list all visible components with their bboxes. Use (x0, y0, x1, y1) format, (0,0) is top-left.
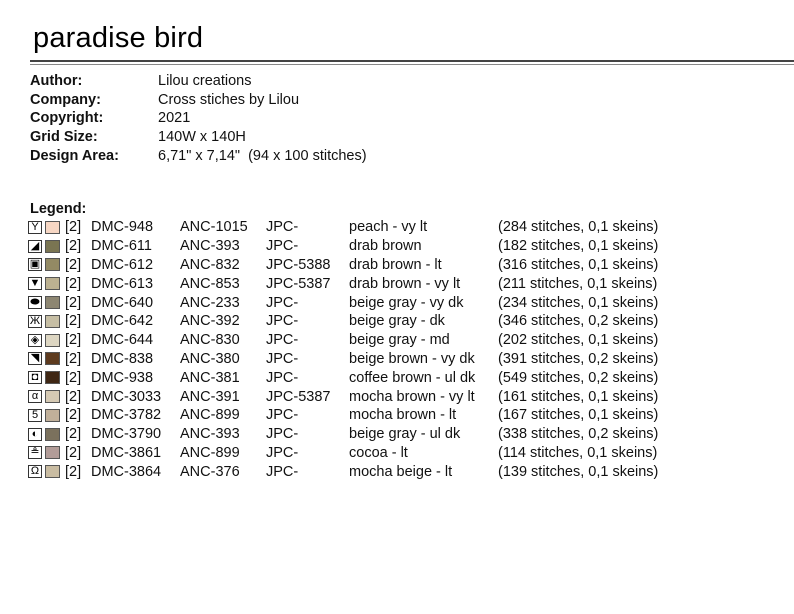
strand-count: [2] (65, 463, 82, 480)
stitch-symbol-icon: ▣ (29, 258, 41, 271)
dmc-code: DMC-3864 (91, 463, 162, 480)
anchor-code: ANC-376 (180, 463, 240, 480)
legend-row (28, 331, 658, 350)
stitch-count: (211 stitches, 0,1 skeins) (498, 275, 658, 292)
stitch-symbol-icon: Y (28, 221, 42, 234)
stitch-symbol-icon: 5 (28, 409, 42, 422)
strand-count: [2] (65, 444, 82, 461)
strand-count: [2] (65, 238, 82, 255)
stitch-symbol-icon: ◘ (28, 371, 42, 384)
stitch-count: (338 stitches, 0,2 skeins) (498, 426, 659, 443)
anchor-code: ANC-899 (180, 444, 240, 461)
legend-row (28, 218, 658, 237)
stitch-symbol-icon: Ω (28, 465, 42, 478)
color-swatch (45, 465, 60, 478)
title-rule (30, 60, 794, 62)
anchor-code: ANC-899 (180, 407, 240, 424)
strand-count: [2] (65, 313, 82, 330)
anchor-code: ANC-381 (180, 369, 240, 386)
dmc-code: DMC-938 (91, 369, 154, 386)
dmc-code: DMC-3033 (91, 388, 162, 405)
info-value: 140W x 140H (158, 129, 246, 146)
stitch-count: (391 stitches, 0,2 skeins) (498, 350, 659, 367)
legend-table (28, 218, 658, 481)
anchor-code: ANC-830 (180, 332, 240, 349)
info-value: 2021 (158, 110, 191, 127)
anchor-code: ANC-832 (180, 256, 240, 273)
color-name: drab brown (349, 238, 422, 255)
legend-row (28, 425, 658, 444)
stitch-symbol-icon: ▼ (29, 277, 41, 290)
legend-row (28, 368, 658, 387)
jpc-code: JPC-5388 (266, 256, 331, 273)
color-name: drab brown - lt (349, 256, 442, 273)
stitch-symbol-icon: α (28, 390, 42, 403)
strand-count: [2] (65, 388, 82, 405)
jpc-code: JPC- (266, 463, 299, 480)
dmc-code: DMC-611 (91, 238, 152, 255)
color-swatch (45, 221, 60, 234)
stitch-count: (139 stitches, 0,1 skeins) (498, 463, 659, 480)
jpc-code: JPC- (266, 444, 299, 461)
jpc-code: JPC- (266, 407, 299, 424)
legend-row (28, 350, 658, 369)
dmc-code: DMC-612 (91, 256, 154, 273)
jpc-code: JPC- (266, 219, 299, 236)
color-name: peach - vy lt (349, 219, 428, 236)
strand-count: [2] (65, 407, 82, 424)
dmc-code: DMC-3782 (91, 407, 162, 424)
info-row (30, 109, 367, 128)
strand-count: [2] (65, 426, 82, 443)
strand-count: [2] (65, 350, 82, 367)
color-name: beige gray - dk (349, 313, 445, 330)
info-label: Grid Size: (30, 129, 98, 146)
info-label: Author: (30, 73, 83, 89)
strand-count: [2] (65, 219, 82, 236)
stitch-count: (549 stitches, 0,2 skeins) (498, 369, 659, 386)
color-swatch (45, 296, 60, 309)
stitch-count: (182 stitches, 0,1 skeins) (498, 238, 659, 255)
stitch-symbol-icon: ◥ (28, 352, 42, 365)
stitch-count: (167 stitches, 0,1 skeins) (498, 407, 659, 424)
jpc-code: JPC- (266, 426, 299, 443)
stitch-symbol-icon: ◢ (28, 240, 42, 253)
legend-row (28, 444, 658, 463)
strand-count: [2] (65, 256, 82, 273)
color-swatch (45, 390, 60, 403)
legend-row (28, 462, 658, 481)
color-name: beige gray - md (349, 332, 450, 349)
stitch-symbol-icon: Ж (29, 314, 41, 327)
stitch-count: (202 stitches, 0,1 skeins) (498, 332, 659, 349)
info-row (30, 91, 367, 110)
pattern-info (30, 72, 367, 165)
color-swatch (45, 315, 60, 328)
anchor-code: ANC-392 (180, 313, 240, 330)
dmc-code: DMC-948 (91, 219, 154, 236)
color-name: beige gray - ul dk (349, 426, 461, 443)
legend-row (28, 293, 658, 312)
anchor-code: ANC-380 (180, 350, 240, 367)
info-row (30, 128, 367, 147)
color-name: beige gray - vy dk (349, 294, 464, 311)
legend-row (28, 312, 658, 331)
stitch-count: (114 stitches, 0,1 skeins) (498, 444, 658, 461)
dmc-code: DMC-613 (91, 275, 154, 292)
stitch-count: (316 stitches, 0,1 skeins) (498, 256, 659, 273)
dmc-code: DMC-644 (91, 332, 154, 349)
info-value: 6,71" x 7,14" (94 x 100 stitches) (158, 147, 367, 164)
legend-row (28, 406, 658, 425)
color-swatch (45, 409, 60, 422)
info-label: Company: (30, 91, 101, 108)
color-swatch (45, 446, 60, 459)
info-value: Lilou creations (158, 73, 252, 89)
info-row (30, 72, 367, 91)
dmc-code: DMC-3861 (91, 444, 162, 461)
color-name: mocha beige - lt (349, 463, 453, 480)
jpc-code: JPC-5387 (266, 275, 331, 292)
info-label: Copyright: (30, 110, 104, 127)
dmc-code: DMC-3790 (91, 426, 162, 443)
color-name: mocha brown - lt (349, 407, 457, 424)
info-value: Cross stiches by Lilou (158, 91, 300, 108)
color-swatch (45, 371, 60, 384)
jpc-code: JPC- (266, 369, 299, 386)
color-swatch (45, 258, 60, 271)
anchor-code: ANC-393 (180, 238, 240, 255)
stitch-symbol-icon: ◈ (28, 334, 42, 347)
color-swatch (45, 352, 60, 365)
color-name: cocoa - lt (349, 444, 408, 461)
anchor-code: ANC-1015 (180, 219, 248, 236)
color-name: mocha brown - vy lt (349, 388, 475, 405)
strand-count: [2] (65, 294, 82, 311)
jpc-code: JPC- (266, 238, 299, 255)
color-name: drab brown - vy lt (349, 275, 461, 292)
anchor-code: ANC-391 (180, 388, 240, 405)
info-row (30, 147, 367, 166)
stitch-count: (284 stitches, 0,1 skeins) (498, 219, 659, 236)
title-rule-thin (30, 64, 794, 65)
anchor-code: ANC-233 (180, 294, 240, 311)
legend-row (28, 237, 658, 256)
jpc-code: JPC-5387 (266, 388, 331, 405)
jpc-code: JPC- (266, 313, 299, 330)
stitch-symbol-icon: ◐ (28, 428, 42, 441)
jpc-code: JPC- (266, 350, 299, 367)
color-swatch (45, 428, 60, 441)
strand-count: [2] (65, 275, 82, 292)
color-name: beige brown - vy dk (349, 350, 475, 367)
stitch-count: (161 stitches, 0,1 skeins) (498, 388, 659, 405)
strand-count: [2] (65, 369, 82, 386)
color-swatch (45, 334, 60, 347)
legend-heading: Legend: (30, 201, 87, 217)
stitch-symbol-icon: ⬬ (28, 296, 42, 309)
anchor-code: ANC-393 (180, 426, 240, 443)
jpc-code: JPC- (266, 294, 299, 311)
dmc-code: DMC-642 (91, 313, 154, 330)
stitch-count: (234 stitches, 0,1 skeins) (498, 294, 659, 311)
color-swatch (45, 277, 60, 290)
color-name: coffee brown - ul dk (349, 369, 476, 386)
dmc-code: DMC-838 (91, 350, 154, 367)
stitch-symbol-icon: ≜ (28, 446, 42, 459)
anchor-code: ANC-853 (180, 275, 240, 292)
pattern-title: paradise bird (33, 22, 204, 54)
strand-count: [2] (65, 332, 82, 349)
stitch-count: (346 stitches, 0,2 skeins) (498, 313, 659, 330)
info-label: Design Area: (30, 147, 119, 164)
jpc-code: JPC- (266, 332, 299, 349)
legend-row (28, 256, 658, 275)
dmc-code: DMC-640 (91, 294, 154, 311)
legend-row (28, 274, 658, 293)
legend-row (28, 387, 658, 406)
color-swatch (45, 240, 60, 253)
